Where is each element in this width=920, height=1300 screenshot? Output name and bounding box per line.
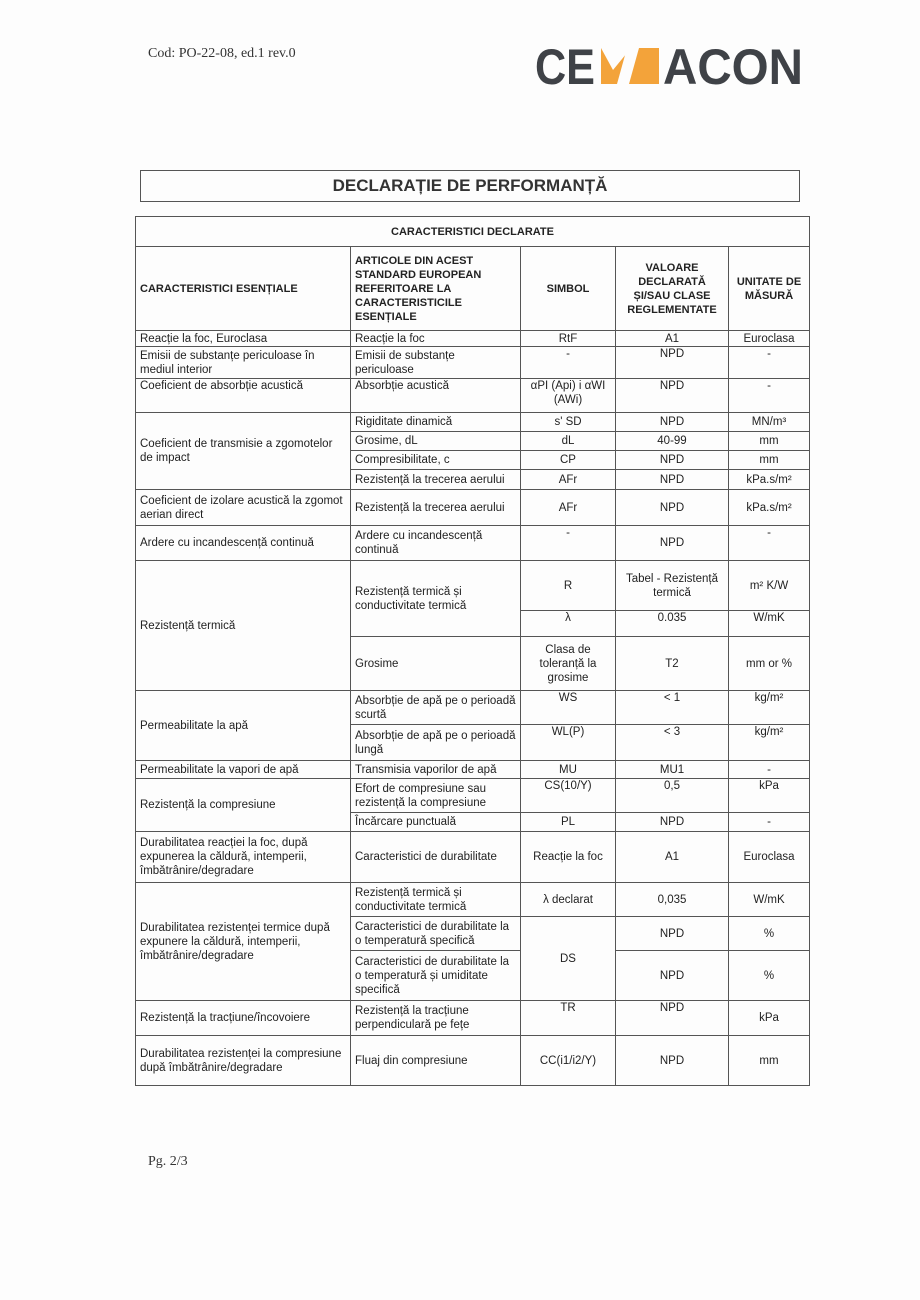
- cell: NPD: [616, 1036, 729, 1086]
- cell: MN/m³: [729, 413, 810, 432]
- cell: < 1: [616, 691, 729, 725]
- cell: NPD: [616, 951, 729, 1001]
- cell: Euroclasa: [729, 832, 810, 883]
- cell: kPa.s/m²: [729, 490, 810, 526]
- cell: Grosime: [351, 637, 521, 691]
- cell: CC(i1/i2/Y): [521, 1036, 616, 1086]
- cell: Coeficient de transmisie a zgomotelor de impact: [136, 413, 351, 490]
- cell: NPD: [616, 526, 729, 561]
- cell: NPD: [616, 490, 729, 526]
- cell: NPD: [616, 470, 729, 490]
- cell: Rezistență la trecerea aerului: [351, 470, 521, 490]
- cell: -: [729, 761, 810, 779]
- cell: NPD: [616, 413, 729, 432]
- cell: RtF: [521, 331, 616, 347]
- cell: -: [521, 347, 616, 379]
- cell: m² K/W: [729, 561, 810, 611]
- cell: A1: [616, 331, 729, 347]
- cell: NPD: [616, 813, 729, 832]
- cell: Efort de compresiune sau rezistență la compresiune: [351, 779, 521, 813]
- cell: DS: [521, 917, 616, 1001]
- cell: Reacție la foc, Euroclasa: [136, 331, 351, 347]
- table-row: [136, 413, 810, 432]
- cell: %: [729, 951, 810, 1001]
- cell: CS(10/Y): [521, 779, 616, 813]
- cell: kPa.s/m²: [729, 470, 810, 490]
- cell: Durabilitatea rezistenței termice după expunere la căldură, intemperii, îmbătrânire/degradare: [136, 883, 351, 1001]
- cell: mm or %: [729, 637, 810, 691]
- table-row: [136, 1001, 810, 1036]
- cell: Ardere cu incandescență continuă: [351, 526, 521, 561]
- table-row: [136, 526, 810, 561]
- cell: Compresibilitate, c: [351, 451, 521, 470]
- cell: kg/m²: [729, 725, 810, 761]
- col-header: SIMBOL: [521, 247, 616, 331]
- cell: -: [729, 347, 810, 379]
- cell: NPD: [616, 917, 729, 951]
- cell: s' SD: [521, 413, 616, 432]
- table-row: [136, 331, 810, 347]
- col-header: VALOARE DECLARATĂ ȘI/SAU CLASE REGLEMENTATE: [616, 247, 729, 331]
- table-row: [136, 761, 810, 779]
- cell: MU1: [616, 761, 729, 779]
- cell: Emisii de substanțe periculoase: [351, 347, 521, 379]
- cell: A1: [616, 832, 729, 883]
- cell: Rezistență la compresiune: [136, 779, 351, 832]
- cell: λ declarat: [521, 883, 616, 917]
- cell: AFr: [521, 470, 616, 490]
- cell: %: [729, 917, 810, 951]
- table-row: [136, 832, 810, 883]
- cell: T2: [616, 637, 729, 691]
- col-header: CARACTERISTICI ESENȚIALE: [136, 247, 351, 331]
- cell: Rezistență termică și conductivitate termică: [351, 883, 521, 917]
- col-header: UNITATE DE MĂSURĂ: [729, 247, 810, 331]
- cemacon-logo: [535, 44, 805, 88]
- cell: WS: [521, 691, 616, 725]
- cell: Grosime, dL: [351, 432, 521, 451]
- cell: NPD: [616, 1001, 729, 1036]
- cell: Rezistență termică și conductivitate termică: [351, 561, 521, 637]
- cell: W/mK: [729, 883, 810, 917]
- cell: -: [521, 526, 616, 561]
- cell: Emisii de substanțe periculoase în mediul interior: [136, 347, 351, 379]
- cell: Reacție la foc: [521, 832, 616, 883]
- cell: kPa: [729, 779, 810, 813]
- cell: Absorbție de apă pe o perioadă scurtă: [351, 691, 521, 725]
- cell: Încărcare punctuală: [351, 813, 521, 832]
- cell: Absorbție acustică: [351, 379, 521, 413]
- table-row: [136, 691, 810, 725]
- page-number: Pg. 2/3: [148, 1154, 188, 1169]
- cell: Durabilitatea rezistenței la compresiune după îmbătrânire/degradare: [136, 1036, 351, 1086]
- cell: Rezistență la trecerea aerului: [351, 490, 521, 526]
- cell: Caracteristici de durabilitate: [351, 832, 521, 883]
- cell: NPD: [616, 379, 729, 413]
- cell: W/mK: [729, 611, 810, 637]
- svg-text:CE: CE: [535, 44, 595, 88]
- cell: αPI (Api) i αWI (AWi): [521, 379, 616, 413]
- cell: dL: [521, 432, 616, 451]
- cell: < 3: [616, 725, 729, 761]
- cell: λ: [521, 611, 616, 637]
- table-row: [136, 1036, 810, 1086]
- cell: Transmisia vaporilor de apă: [351, 761, 521, 779]
- performance-table: [135, 216, 810, 1086]
- cell: mm: [729, 1036, 810, 1086]
- document-title: DECLARAȚIE DE PERFORMANȚĂ: [140, 170, 800, 202]
- cell: AFr: [521, 490, 616, 526]
- table-row: [136, 561, 810, 611]
- cell: TR: [521, 1001, 616, 1036]
- cell: Reacție la foc: [351, 331, 521, 347]
- cell: CP: [521, 451, 616, 470]
- cell: 0,035: [616, 883, 729, 917]
- cell: Euroclasa: [729, 331, 810, 347]
- cell: Rezistență la tracțiune/încovoiere: [136, 1001, 351, 1036]
- cell: Ardere cu incandescență continuă: [136, 526, 351, 561]
- cell: 40-99: [616, 432, 729, 451]
- cell: Durabilitatea reacției la foc, după expunerea la căldură, intemperii, îmbătrânire/degradare: [136, 832, 351, 883]
- col-header: ARTICOLE DIN ACEST STANDARD EUROPEAN REFERITOARE LA CARACTERISTICILE ESENȚIALE: [351, 247, 521, 331]
- cell: 0,5: [616, 779, 729, 813]
- cell: -: [729, 526, 810, 561]
- cell: Coeficient de izolare acustică la zgomot aerian direct: [136, 490, 351, 526]
- table-row: [136, 347, 810, 379]
- section-header: CARACTERISTICI DECLARATE: [136, 217, 810, 247]
- document-code: Cod: PO-22-08, ed.1 rev.0: [148, 46, 296, 61]
- table-row: [136, 883, 810, 917]
- cell: Coeficient de absorbție acustică: [136, 379, 351, 413]
- cell: Absorbție de apă pe o perioadă lungă: [351, 725, 521, 761]
- table-row: [136, 379, 810, 413]
- cell: MU: [521, 761, 616, 779]
- cell: 0.035: [616, 611, 729, 637]
- svg-text:ACON: ACON: [663, 44, 803, 88]
- cell: Permeabilitate la vapori de apă: [136, 761, 351, 779]
- table-row: [136, 779, 810, 813]
- cell: NPD: [616, 451, 729, 470]
- cell: Rezistență la tracțiune perpendiculară pe fețe: [351, 1001, 521, 1036]
- cell: -: [729, 813, 810, 832]
- cell: Caracteristici de durabilitate la o temperatură și umiditate specifică: [351, 951, 521, 1001]
- cell: Clasa de toleranță la grosime: [521, 637, 616, 691]
- cell: WL(P): [521, 725, 616, 761]
- cell: Fluaj din compresiune: [351, 1036, 521, 1086]
- cell: Rezistență termică: [136, 561, 351, 691]
- cell: mm: [729, 432, 810, 451]
- cell: PL: [521, 813, 616, 832]
- cell: Caracteristici de durabilitate la o temperatură specifică: [351, 917, 521, 951]
- cell: mm: [729, 451, 810, 470]
- table-row: [136, 490, 810, 526]
- cell: kPa: [729, 1001, 810, 1036]
- cell: Rigiditate dinamică: [351, 413, 521, 432]
- cell: R: [521, 561, 616, 611]
- cell: kg/m²: [729, 691, 810, 725]
- cell: Tabel - Rezistență termică: [616, 561, 729, 611]
- cell: -: [729, 379, 810, 413]
- cell: NPD: [616, 347, 729, 379]
- cell: Permeabilitate la apă: [136, 691, 351, 761]
